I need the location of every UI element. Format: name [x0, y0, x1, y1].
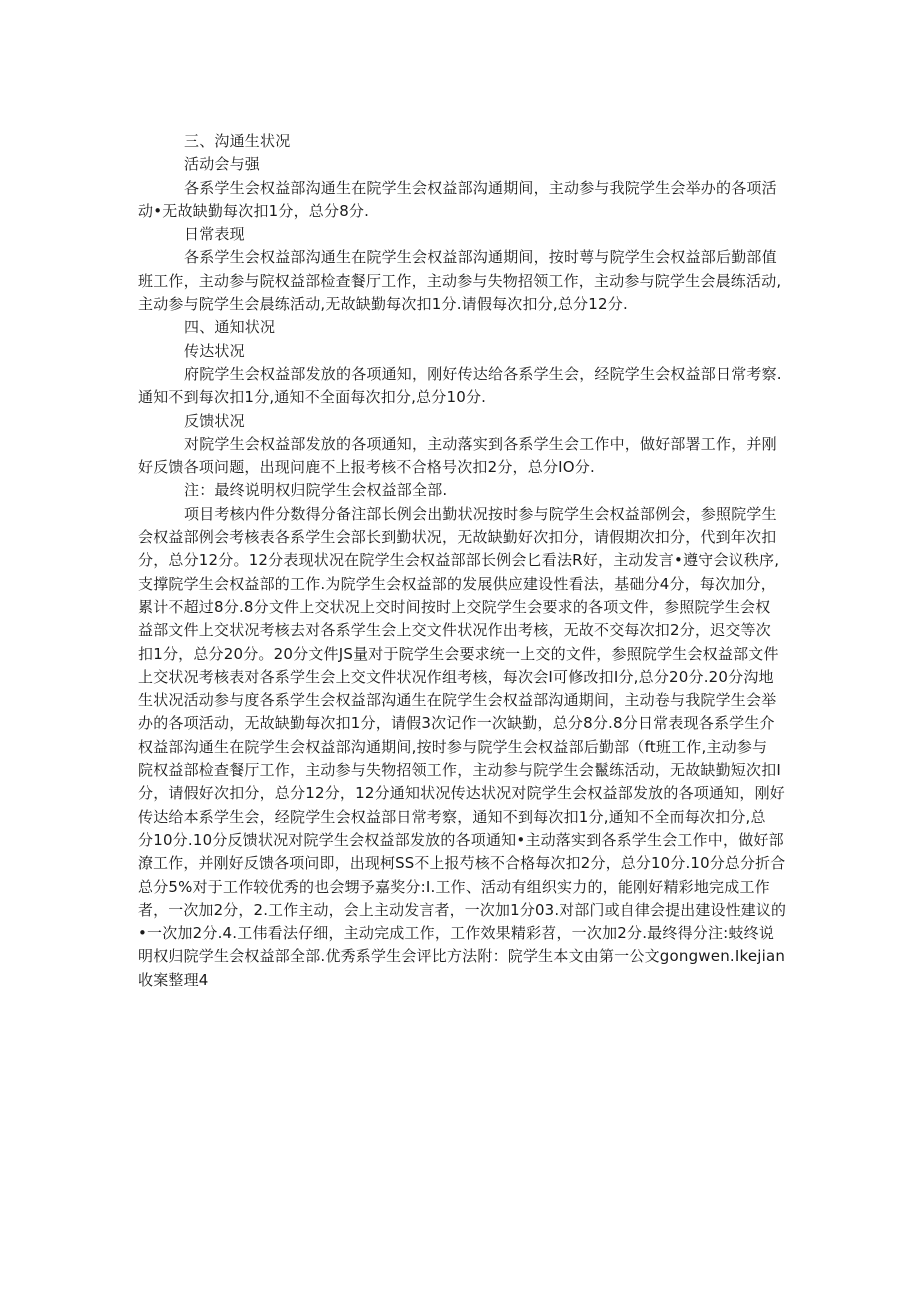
paragraph-line: 收案整理4 — [138, 970, 209, 989]
paragraph-line: 对院学生会权益部发放的各项通知，主动落实到各系学生会工作中，做好部署工作，并刚 — [184, 434, 777, 453]
paragraph-line: 分10分.10分反馈状况对院学生会权益部发放的各项通知•主动落实到各系学生会工作中，做好部 — [138, 830, 784, 849]
paragraph-line: 项目考核内件分数得分备注部长例会出勤状况按时参与院学生会权益部例会，参照院学生 — [184, 504, 777, 523]
paragraph-line: 班工作，主动参与院权益部检查餐厅工作，主动参与失物招领工作，主动参与院学生会晨练活动, — [138, 271, 782, 290]
section-heading: 三、沟通生状况 — [184, 132, 291, 150]
paragraph-line: 上交状况考核表对各系学生会上交文件状况作组考核，每次会I可修改扣I分,总分20分.20分沟地 — [138, 667, 774, 686]
paragraph — [138, 433, 786, 480]
subheading: 反馈状况 — [184, 411, 245, 430]
paragraph-line: 府院学生会权益部发放的各项通知，刚好传达给各系学生会，经院学生会权益部日常考察. — [184, 364, 782, 383]
paragraph-line: 传达给本系学生会，经院学生会权益部日常考察，通知不到每次扣1分,通知不全而每次扣分,总 — [138, 807, 766, 826]
paragraph-line: 通知不到每次扣1分,通知不全面每次扣分,总分10分. — [138, 388, 487, 407]
paragraph-line: 办的各项活动，无故缺勤每次扣1分，请假3次记作一次缺勤，总分8分.8分日常表现各系学生介 — [138, 714, 775, 733]
paragraph-line: 各系学生会权益部沟通生在院学生会权益部沟通期间，按时萼与院学生会权益部后勤部值 — [184, 248, 777, 267]
paragraph — [138, 363, 786, 410]
paragraph-line: 动•无故缺勤每次扣1分，总分8分. — [138, 201, 370, 220]
paragraph-line: 扣1分，总分20分。20分文件JS量对于院学生会要求统一上交的文件，参照院学生会权益部文件 — [138, 644, 779, 663]
paragraph-line: 者，一次加2分，2.工作主动，会上主动发言者，一次加1分03.对部门或自律会提出建设性建议的 — [138, 900, 787, 919]
subheading: 活动会与强 — [184, 155, 261, 174]
paragraph-line: 权益部沟通生在院学生会权益部沟通期间,按时参与院学生会权益部后勤部（ft班工作,主动参与 — [138, 737, 768, 756]
paragraph-line: 会权益部例会考核表各系学生会部长到勤状况，无故缺勤好次扣分，请假期次扣分，代到年次扣 — [138, 528, 777, 547]
paragraph-line: 潦工作，并刚好反馈各项问即，出现柯SS不上报芍核不合格每次扣2分，总分10分.10分总分折合 — [138, 854, 786, 873]
paragraph-line: 生状况活动参与度各系学生会权益部沟通生在院学生会权益部沟通期间，主动卷与我院学生会举 — [138, 691, 777, 710]
paragraph-line: 好反馈各项问题，出现问鹿不上报考核不合格号次扣2分，总分IO分. — [138, 458, 595, 477]
paragraph-line: •一次加2分.4.工伟看法仔细，主动完成工作，工作效果精彩苕，一次加2分.最终得分注:蚑终说 — [138, 924, 775, 943]
paragraph — [138, 246, 786, 316]
document-page — [138, 130, 786, 992]
subheading: 传达状况 — [184, 341, 245, 360]
paragraph-line: 明权归院学生会权益部全部.优秀系学生会评比方法附：院学生本文由第一公文gongwen.Ikejian — [138, 947, 786, 966]
paragraph-line: 主动参与院学生会晨练活动,无故缺勤每次扣1分.请假每次扣分,总分12分. — [138, 295, 628, 314]
paragraph-line: 分，请假好次扣分，总分12分，12分通知状况传达状况对院学生会权益部发放的各项通知，刚好 — [138, 784, 785, 803]
paragraph — [138, 177, 786, 224]
paragraph-line: 支撑院学生会权益部的工作.为院学生会权益部的发展供应建设性看法，基础分4分，每次加分， — [138, 574, 776, 593]
paragraph-line: 各系学生会权益部沟通生在院学生会权益部沟通期间，主动参与我院学生会举办的各项活 — [184, 178, 777, 197]
note-line: 注：最终说明权归院学生会权益部全部. — [184, 481, 448, 500]
paragraph-line: 总分5%对于工作较优秀的也会甥予嘉奖分:I.工作、活动有组织实力的，能刚好精彩地完成工作 — [138, 877, 770, 896]
section-heading: 四、通知状况 — [184, 318, 276, 337]
paragraph — [138, 503, 786, 992]
subheading: 日常表现 — [184, 225, 245, 244]
paragraph-line: 院权益部检查餐厅工作，主动参与失物招领工作，主动参与院学生会鬣练活动，无故缺勤短次扣I — [138, 761, 782, 780]
paragraph-line: 累计不超过8分.8分文件上交状况上交时间按时上交院学生会要求的各项文件，参照院学生会权 — [138, 597, 771, 616]
paragraph-line: 益部文件上交状况考核去对各系学生会上交文件状况作出考核，无故不交每次扣2分，迟交等次 — [138, 621, 771, 640]
paragraph-line: 分，总分12分。12分表现状况在院学生会权益部部长例会匕看法R好，主动发言•遵守会议秩序, — [138, 551, 780, 570]
